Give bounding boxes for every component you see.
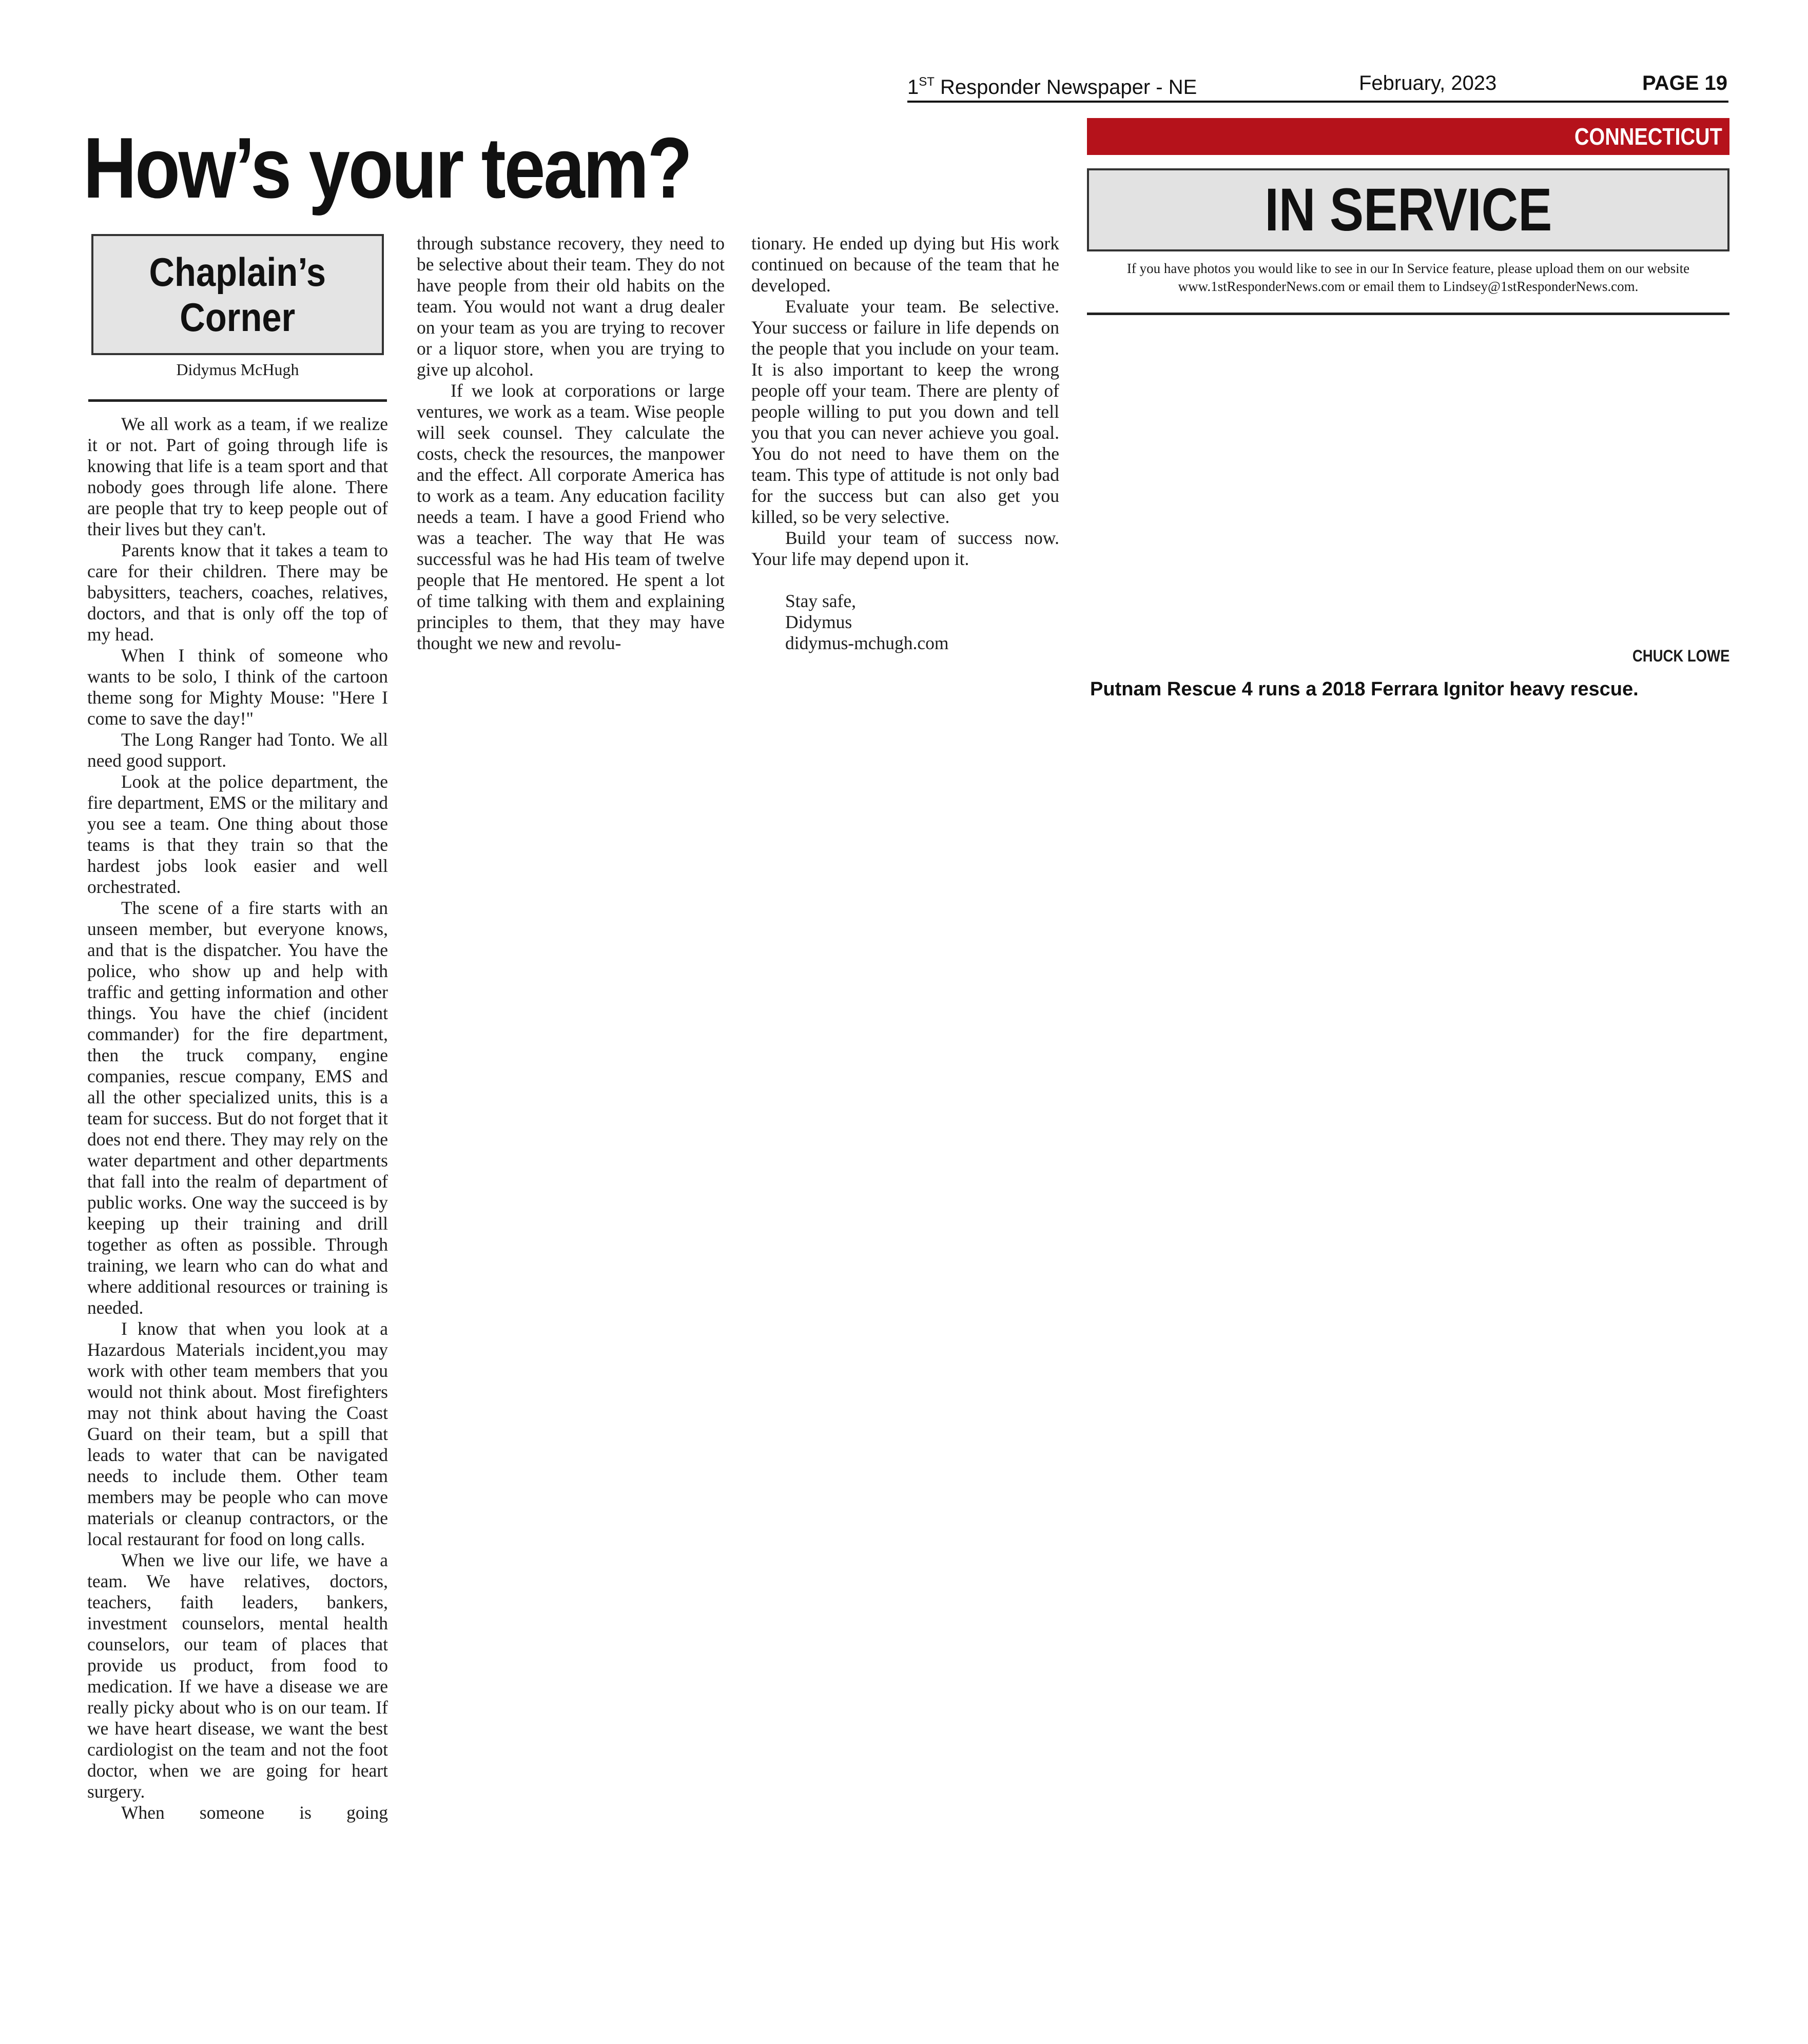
paragraph: When we live our life, we have a team. We have relatives, doctors, teachers, faith leaders, bankers, investment counselors, mental health counselors, our team of places that provide us product, from food to medication. If we have a disease we are really picky about who is on our team. If we have heart disease, we want the best cardiologist on the team and not the foot doctor, when we are going for heart surgery. xyxy=(87,1550,388,1802)
masthead-rule xyxy=(907,101,1728,103)
column-title-line1: Chaplain’s xyxy=(149,249,326,295)
paragraph: Look at the police department, the fire department, EMS or the military and you see a team. One thing about those teams is that they train so that the hardest jobs look easier and well orchestrated. xyxy=(87,771,388,897)
article-column-2 xyxy=(417,233,725,654)
paragraph: Build your team of success now. Your life may depend upon it. xyxy=(751,528,1059,569)
author-byline: Didymus McHugh xyxy=(176,360,299,379)
photo-credit-text: CHUCK LOWE xyxy=(1632,647,1729,665)
signoff xyxy=(751,591,1059,654)
paragraph-continued: through substance recovery, they need to be selective about their team. They do not have people from their old habits on the team. You would not want a drug dealer on your team as you are trying to recover or a liquor store, when you are trying to give up alcohol. xyxy=(417,233,725,380)
paragraph: The scene of a fire starts with an unseen member, but everyone knows, and that is the dispatcher. You have the police, who show up and help with traffic and getting information and other things. You have the chief (incident commander) for the fire department, then the truck company, engine companies, rescue company, EMS and all the other specialized units, this is a team for success. But do not forget that it does not end there. They may rely on the water department and other departments that fall into the realm of department of public works. One way the succeed is by keeping up their training and drill together as often as possible. Through training, we learn who can do what and where additional resources or training is needed. xyxy=(87,898,388,1318)
byline-rule xyxy=(88,399,387,402)
paragraph: I know that when you look at a Hazardous Materials incident,you may work with other team members that you would not think about. Most firefighters may not think about having the Coast Guard on their team, but a spill that leads to water that can be navigated needs to include them. Other team members may be people who can move materials or cleanup contractors, or the local restaurant for food on long calls. xyxy=(87,1318,388,1549)
feature-title-box xyxy=(1087,168,1729,251)
page-number: PAGE 19 xyxy=(1642,72,1727,94)
signoff-line: Stay safe, xyxy=(785,591,857,611)
paragraph: Parents know that it takes a team to care for their children. There may be babysitters, teachers, coaches, relatives, doctors, and that is only off the top of my head. xyxy=(87,540,388,645)
photo-caption: Putnam Rescue 4 runs a 2018 Ferrara Ignitor heavy rescue. xyxy=(1090,678,1639,700)
ordinal-suffix: ST xyxy=(919,75,935,89)
paper-name: Responder Newspaper - NE xyxy=(934,76,1197,99)
article-column-1 xyxy=(87,414,388,1823)
column-title-box xyxy=(91,234,384,355)
paragraph: If we look at corporations or large ventures, we work as a team. Wise people will seek counsel. They calculate the costs, check the resources, the manpower and the effect. All corporate America has to work as a team. Any education facility needs a team. I have a good Friend who was a teacher. The way that He was successful was he had His team of twelve people that He mentored. He spent a lot of time talking with them and explaining principles to them, that they may have thought we new and revolu- xyxy=(417,380,725,653)
paragraph-continued: tionary. He ended up dying but His work continued on because of the team that he developed. xyxy=(751,233,1059,296)
signoff-name: Didymus xyxy=(785,612,852,632)
feature-title: IN SERVICE xyxy=(1264,176,1552,244)
ordinal: 1 xyxy=(907,76,919,99)
section-label: CONNECTICUT xyxy=(1574,123,1722,150)
feature-rule xyxy=(1087,313,1729,315)
column-title xyxy=(149,249,326,340)
paragraph: We all work as a team, if we realize it or not. Part of going through life is knowing that life is a team sport and that nobody goes through life alone. There are people that try to keep people out of their lives but they can't. xyxy=(87,414,388,539)
paragraph: Evaluate your team. Be selective. Your success or failure in life depends on the people that you include on your team. It is also important to keep the wrong people off your team. There are plenty of people willing to put you down and tell you that you can never achieve you goal. You do not need to have them on the team. This type of attitude is not only bad for the success but can also get you killed, so be very selective. xyxy=(751,296,1059,527)
article-headline: How’s your team? xyxy=(83,120,691,216)
paragraph: When I think of someone who wants to be solo, I think of the cartoon theme song for Mighty Mouse: "Here I come to save the day!" xyxy=(87,645,388,729)
paragraph: When someone is going xyxy=(121,1802,388,1823)
signoff-website: didymus-mchugh.com xyxy=(785,633,949,653)
column-title-line2: Corner xyxy=(180,295,296,340)
paragraph: The Long Ranger had Tonto. We all need good support. xyxy=(87,729,388,771)
section-banner xyxy=(1087,118,1729,155)
article-column-3 xyxy=(751,233,1059,654)
feature-submission-note: If you have photos you would like to see in our In Service feature, please upload them on our website www.1stResponderNews.com or email them to Lindsey@1stResponderNews.com. xyxy=(1126,261,1690,294)
feature-photo-area xyxy=(1087,323,1729,641)
masthead-date: February, 2023 xyxy=(1359,72,1497,94)
photo-credit xyxy=(1617,647,1729,666)
